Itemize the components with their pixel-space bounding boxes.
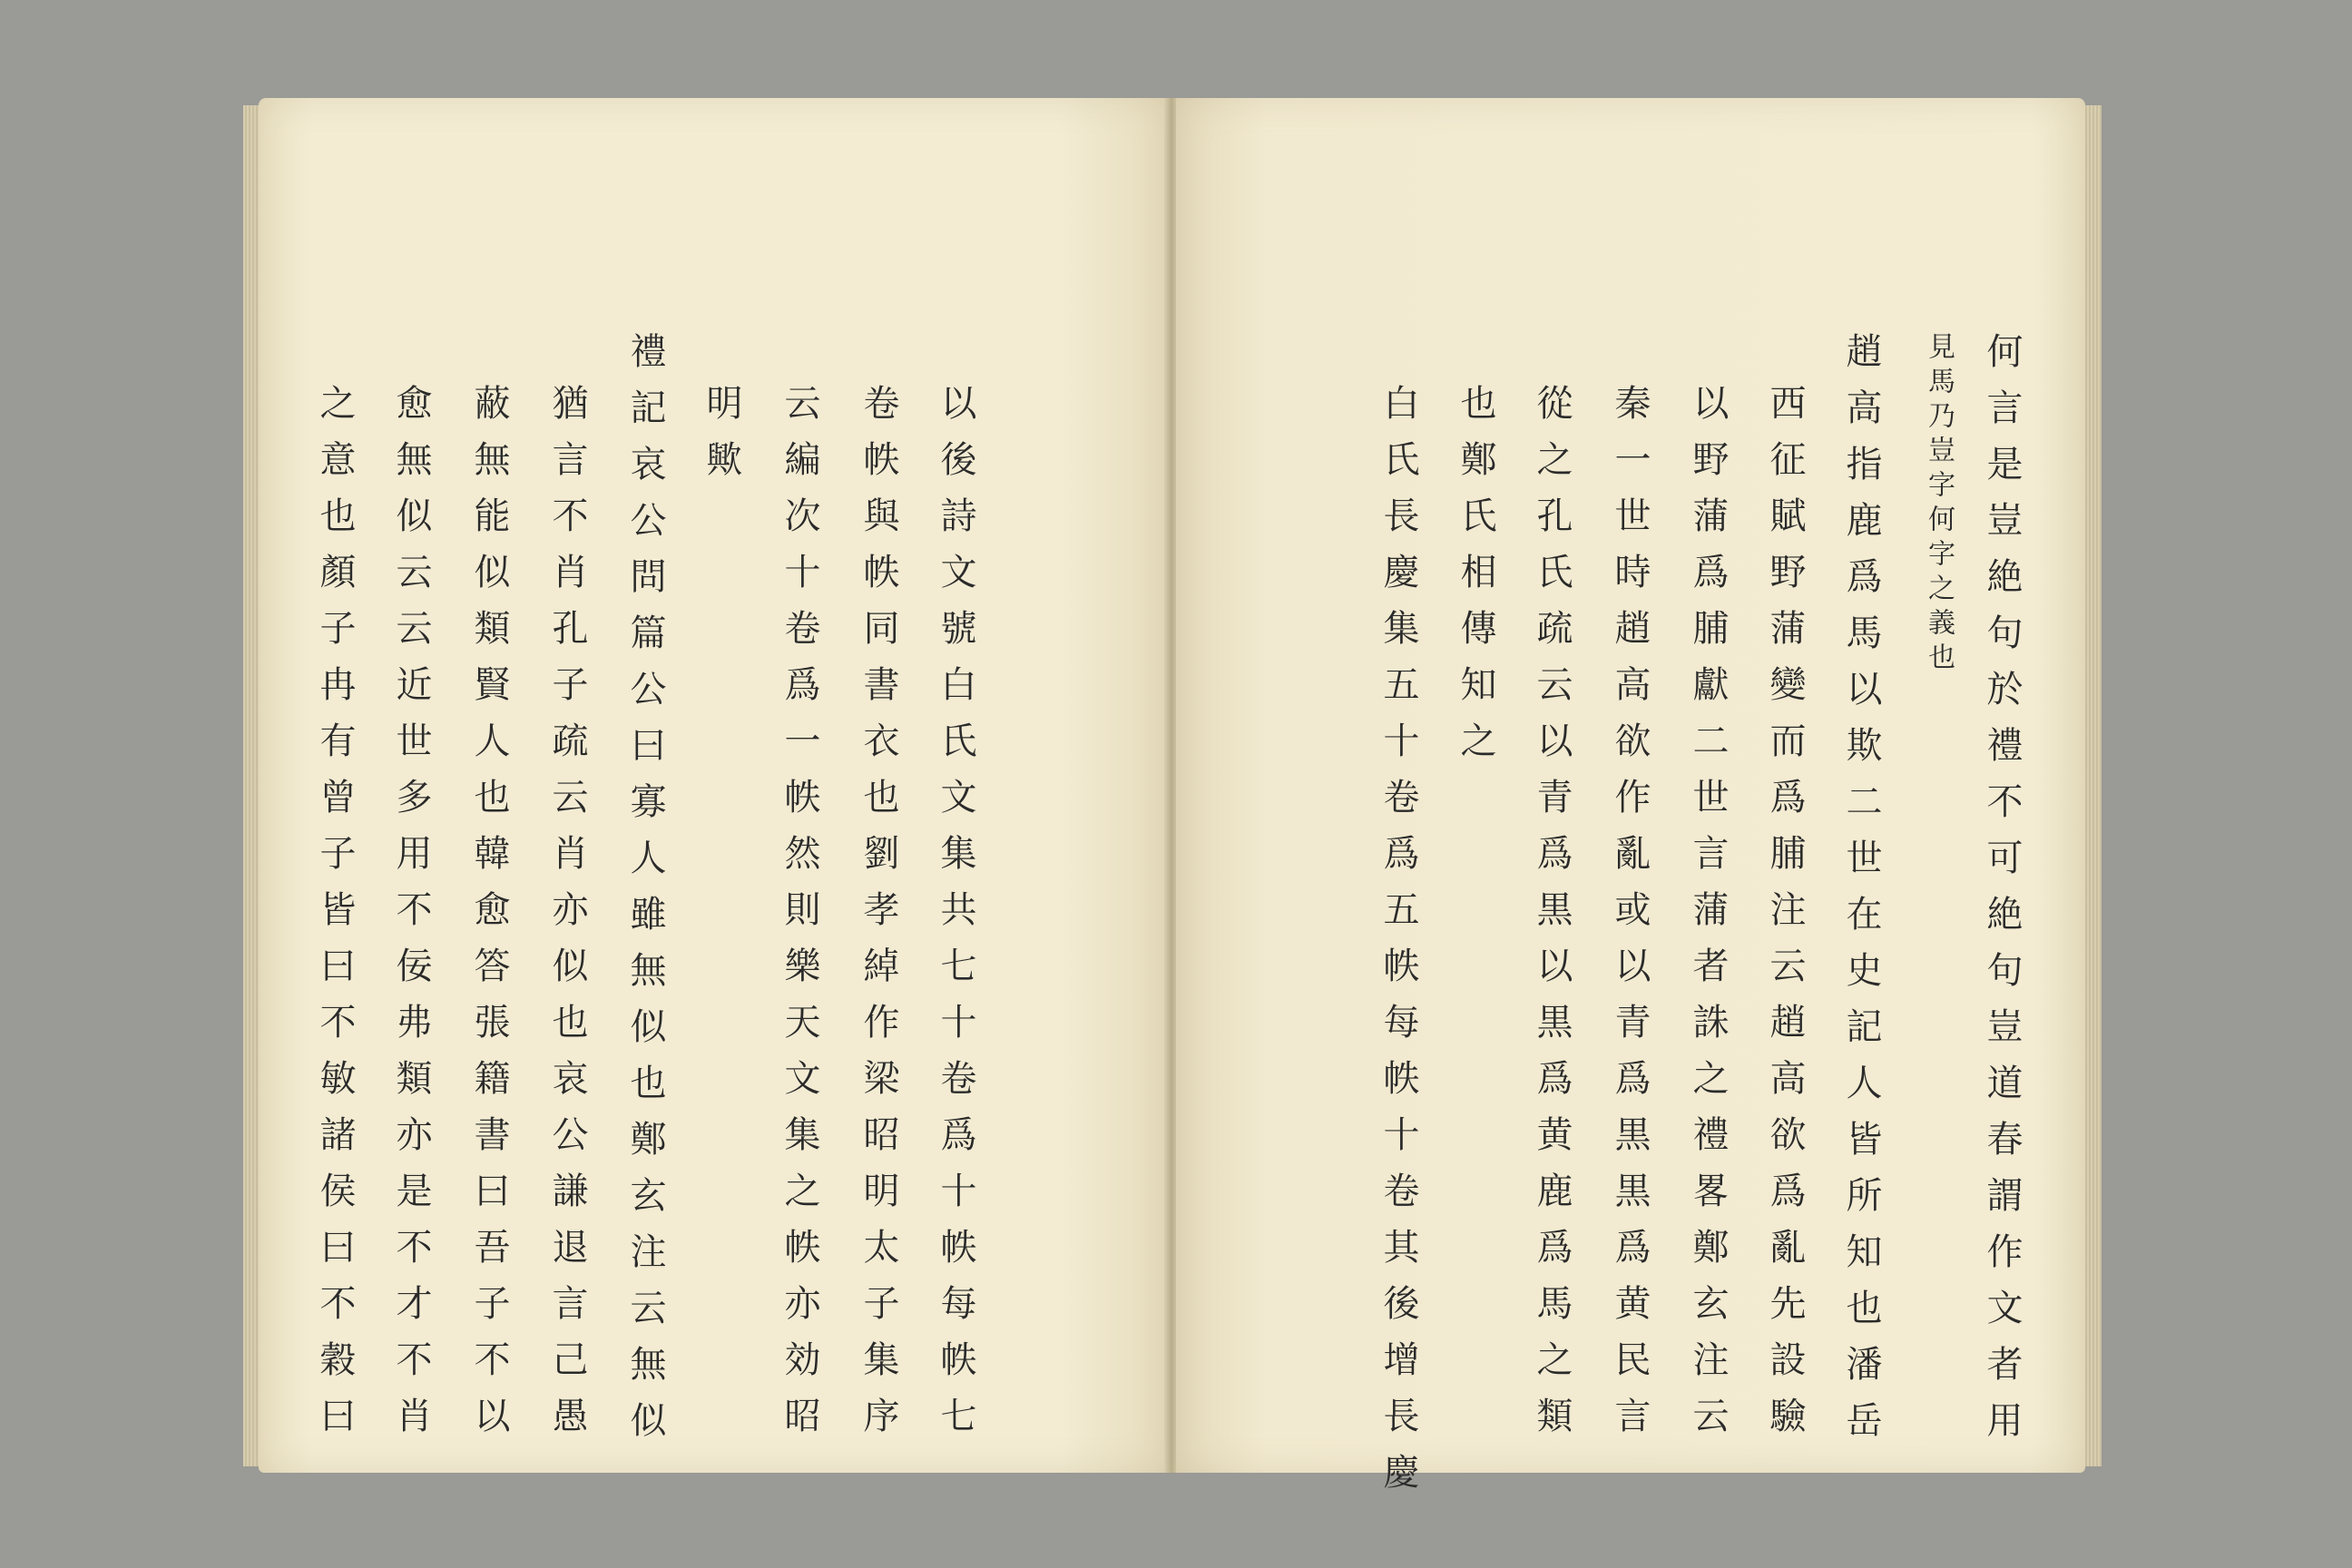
right-column-2-annotation: 見馬乃豈字何字之義也	[1923, 332, 1955, 677]
right-column-6: 秦一世時趙高欲作亂或以青爲黒黒爲黄民言	[1609, 384, 1651, 1453]
left-column-9: 之意也顏子冉有曾子皆曰不敏諸侯曰不穀曰	[314, 384, 356, 1453]
left-column-4: 明歟	[701, 384, 742, 496]
right-column-8: 也鄭氏相傳知之	[1455, 384, 1496, 778]
left-column-1: 以後詩文號白氏文集共七十卷爲十帙每帙七	[935, 384, 976, 1453]
left-column-3: 云編次十卷爲一帙然則樂天文集之帙亦効昭	[779, 384, 820, 1453]
right-column-9: 白氏長慶集五十卷爲五帙每帙十卷其後增長慶	[1377, 384, 1419, 1509]
right-column-3: 趙高指鹿爲馬以欺二世在史記人皆所知也潘岳	[1840, 332, 1882, 1457]
left-page	[259, 98, 1168, 1473]
right-column-5: 以野蒲爲脯獻二世言蒲者誅之禮畧鄭玄注云	[1687, 384, 1729, 1453]
left-column-7: 蔽無能似類賢人也韓愈答張籍書曰吾子不以	[468, 384, 510, 1453]
left-column-5: 禮記哀公問篇公曰寡人雖無似也鄭玄注云無似	[624, 332, 666, 1457]
right-page	[1176, 98, 2085, 1509]
left-column-6: 猶言不肖孔子疏云肖亦似也哀公謙退言己愚	[546, 384, 588, 1453]
right-page-edge	[2083, 105, 2102, 1466]
right-column-1: 何言是豈絶句於禮不可絶句豈道春謂作文者用	[1981, 332, 2023, 1457]
left-column-8: 愈無似云云近世多用不佞弗類亦是不才不肖	[390, 384, 432, 1453]
left-column-2: 卷帙與帙同書衣也劉孝綽作梁昭明太子集序	[858, 384, 899, 1453]
right-column-7: 從之孔氏疏云以青爲黒以黒爲黄鹿爲馬之類	[1531, 384, 1573, 1453]
right-column-4: 西征賦野蒲變而爲脯注云趙高欲爲亂先設驗	[1764, 384, 1806, 1453]
